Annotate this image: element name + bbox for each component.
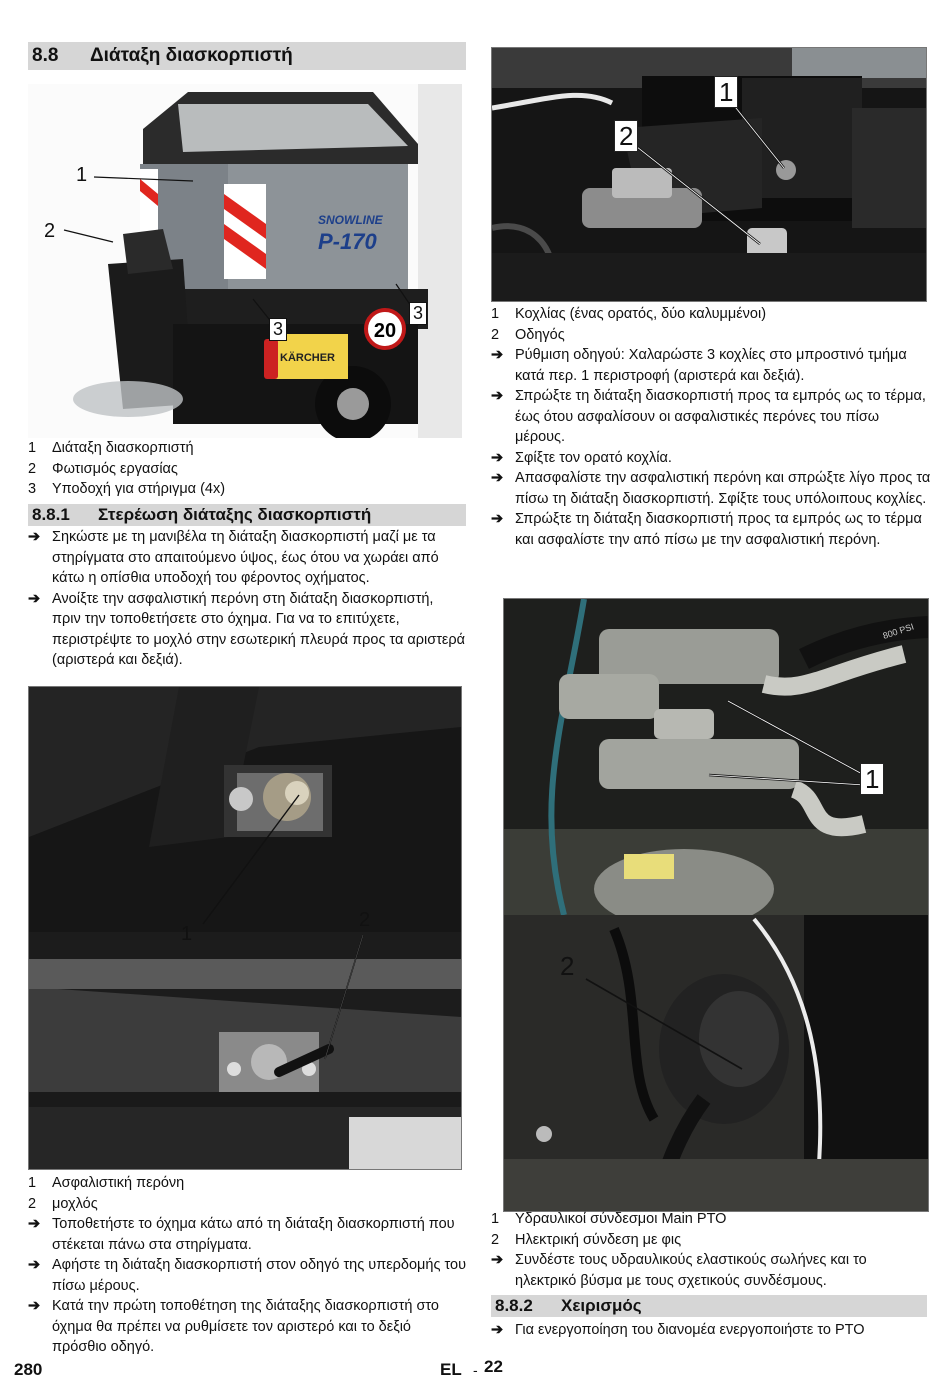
sub-page-number: 22 <box>484 1357 503 1376</box>
step-item: ➔ Ανοίξτε την ασφαλιστική περόνη στη διάταξη διασκορπιστή, πριν την τοποθετήσετε στο όχημα. Για να το επιτύχετε, περιστρέψτε το μοχλό στην εσωτερική πλευρά προς τα αριστερά (αριστερά και δεξιά). <box>28 590 466 668</box>
spreader-illustration <box>28 84 462 438</box>
figure2-legend <box>28 1173 466 1214</box>
karcher-decal: KÄRCHER <box>280 352 335 364</box>
callout-1: 1 <box>860 763 884 795</box>
step-item: ➔ Κατά την πρώτη τοποθέτηση της διάταξης διασκορπιστή στο όχημα θα πρέπει να ρυθμίσετε τον αριστερό και το δεξιό πρόσθιο οδηγό. <box>28 1298 439 1355</box>
callout-2: 2 <box>44 220 56 242</box>
fig4-steps <box>491 1250 931 1291</box>
legend-item: 1 Κοχλίας (ένας ορατός, δύο καλυμμένοι) <box>491 306 767 322</box>
language-code: EL <box>440 1360 462 1379</box>
legend-item: 2 Φωτισμός εργασίας <box>28 460 178 477</box>
guide-photo <box>492 48 926 301</box>
brand-decal: SNOWLINE <box>318 213 383 227</box>
callout-1: 1 <box>181 923 193 945</box>
legend-item: 3 Υποδοχή για στήριγμα (4x) <box>28 481 226 497</box>
legend-item: 2 Ηλεκτρική σύνδεση με φις <box>491 1231 682 1248</box>
section-number: 8.8 <box>32 45 59 66</box>
callout-1: 1 <box>714 76 738 108</box>
page-number: 280 <box>14 1360 43 1379</box>
footer-separator: - <box>473 1362 478 1378</box>
connections-photo <box>504 599 928 1211</box>
figure-spreader <box>28 84 462 438</box>
callout-1: 1 <box>76 164 88 186</box>
fig2-steps <box>28 1214 466 1358</box>
step-item: ➔ Ρύθμιση οδηγού: Χαλαρώστε 3 κοχλίες στο μπροστινό τμήμα κατά περ. 1 περιστροφή (αριστερά και δεξιά). <box>491 347 907 384</box>
sub1-steps <box>28 527 466 671</box>
step-item: ➔ Τοποθετήστε το όχημα κάτω από τη διάταξη διασκορπιστή που στέκεται πάνω στα στηρίγματα. <box>28 1216 455 1253</box>
step-item: ➔ Σηκώστε με τη μανιβέλα τη διάταξη διασκορπιστή μαζί με τα στηρίγματα στο απαιτούμενο ύψος, έως ότου να χωράει από κάτω η οπίσθια υποδοχή του φέροντος οχήματος. <box>28 529 439 586</box>
callout-2: 2 <box>614 120 638 152</box>
speed-plate: 20 <box>373 320 397 342</box>
step-item: ➔ Σφίξτε τον ορατό κοχλία. <box>491 449 672 466</box>
callout-3b: 3 <box>409 302 427 325</box>
section-title: Διάταξη διασκορπιστή <box>90 45 293 66</box>
section-heading <box>28 42 466 70</box>
figure3-legend <box>491 304 931 345</box>
figure-guide <box>491 47 927 302</box>
locking-pin-photo <box>29 687 461 1169</box>
subsection-heading-882: 8.8.2 Χειρισμός <box>491 1295 927 1317</box>
figure-locking-pin <box>28 686 462 1170</box>
fig3-steps <box>491 345 931 550</box>
model-decal: P-170 <box>318 229 377 254</box>
subsection-heading-881: 8.8.1 Στερέωση διάταξης διασκορπιστή <box>28 504 466 526</box>
hose-marking: 800 PSI <box>881 621 916 641</box>
legend-item: 1 Ασφαλιστική περόνη <box>28 1175 185 1191</box>
callout-3a: 3 <box>269 318 287 341</box>
step-item: ➔ Σπρώξτε τη διάταξη διασκορπιστή προς τα εμπρός ως το τέρμα, έως ότου ασφαλίσουν οι ασφαλιστικές περόνες του πίσω μέρους. <box>491 388 926 445</box>
legend-item: 1 Διάταξη διασκορπιστή <box>28 440 194 456</box>
legend-item: 1 Υδραυλικοί σύνδεσμοι Main PTO <box>491 1211 727 1227</box>
legend-item: 2 Οδηγός <box>491 326 565 343</box>
step-item: ➔ Αφήστε τη διάταξη διασκορπιστή στον οδηγό της υπερδομής του πίσω μέρους. <box>28 1257 466 1294</box>
figure1-legend <box>28 438 466 500</box>
step-item: ➔ Για ενεργοποίηση του διανομέα ενεργοποιήστε το PTO <box>491 1322 865 1338</box>
figure4-legend <box>491 1209 931 1250</box>
callout-2: 2 <box>359 909 371 931</box>
step-item: ➔ Συνδέστε τους υδραυλικούς ελαστικούς σωλήνες και το ηλεκτρικό βύσμα με τους σχετικούς συνδέσμους. <box>491 1252 867 1289</box>
step-item: ➔ Απασφαλίστε την ασφαλιστική περόνη και σπρώξτε λίγο προς τα πίσω τη διάταξη διασκορπιστή. Σφίξτε τους υπόλοιπους κοχλίες. <box>491 470 931 507</box>
callout-2: 2 <box>560 951 575 981</box>
legend-item: 2 μοχλός <box>28 1195 98 1212</box>
sub2-steps <box>491 1320 937 1341</box>
figure-connections <box>503 598 929 1212</box>
step-item: ➔ Σπρώξτε τη διάταξη διασκορπιστή προς τα εμπρός ως το τέρμα και ασφαλίστε την από πίσω με την ασφαλιστική περόνη. <box>491 511 922 548</box>
